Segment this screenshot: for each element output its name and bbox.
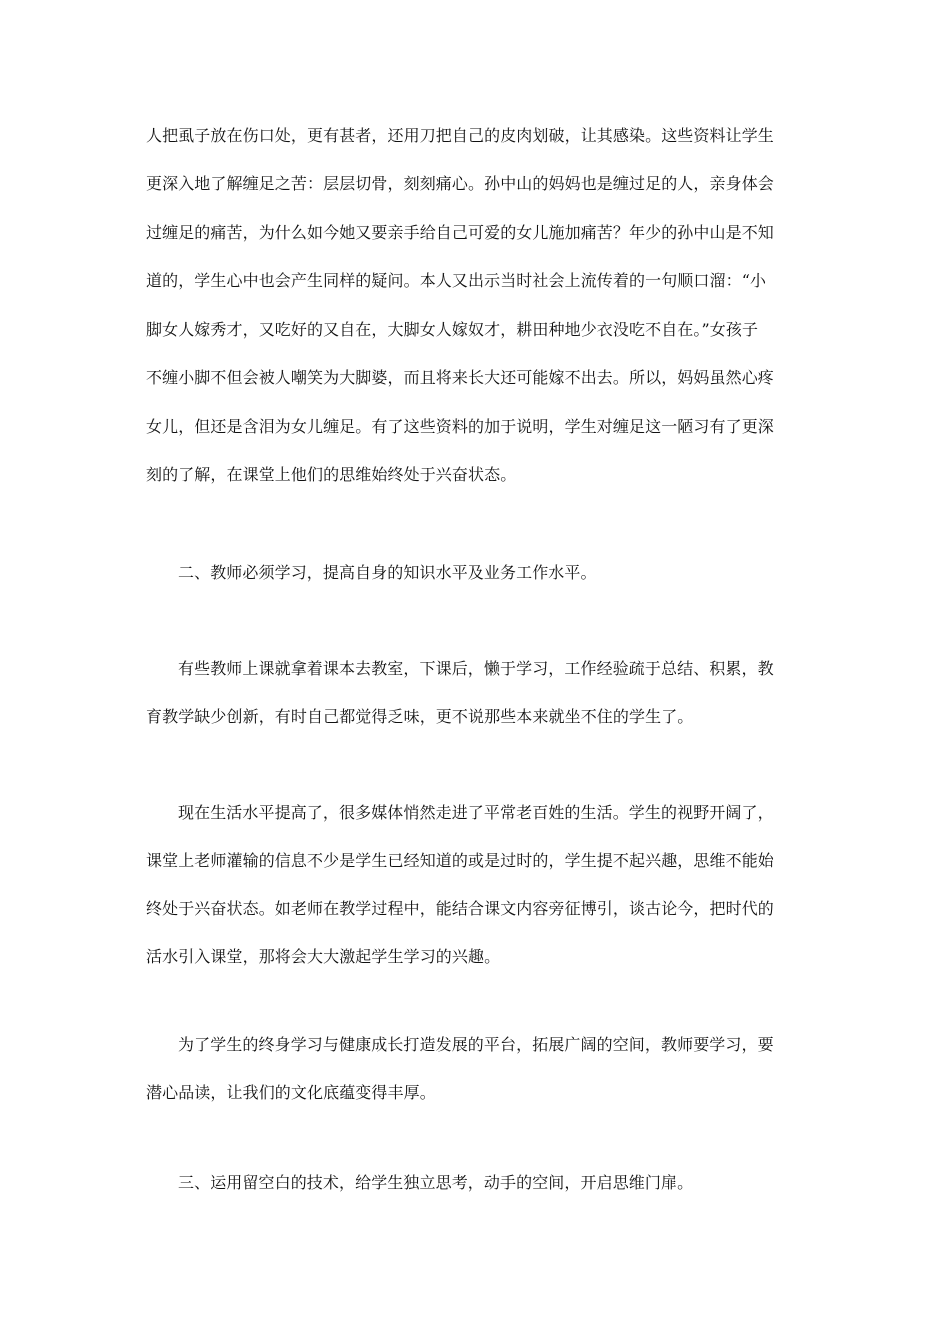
paragraph-1-line-3: 过缠足的痛苦，为什么如今她又要亲手给自己可爱的女儿施加痛苦？年少的孙中山是不知 <box>146 223 774 242</box>
paragraph-1-line-7: 女儿，但还是含泪为女儿缠足。有了这些资料的加于说明，学生对缠足这一陋习有了更深 <box>146 417 774 436</box>
section-heading-2: 二、教师必须学习，提高自身的知识水平及业务工作水平。 <box>178 563 597 582</box>
paragraph-3-line-4: 活水引入课堂，那将会大大激起学生学习的兴趣。 <box>146 947 501 966</box>
paragraph-1-line-6: 不缠小脚不但会被人嘲笑为大脚婆，而且将来长大还可能嫁不出去。所以，妈妈虽然心疼 <box>146 368 774 387</box>
paragraph-2-line-2: 育教学缺少创新，有时自己都觉得乏味，更不说那些本来就坐不住的学生了。 <box>146 707 694 726</box>
paragraph-2-line-1: 有些教师上课就拿着课本去教室，下课后，懒于学习，工作经验疏于总结、积累，教 <box>178 659 774 678</box>
paragraph-1-line-4: 道的，学生心中也会产生同样的疑问。本人又出示当时社会上流传着的一句顺口溜：“小 <box>146 271 767 290</box>
paragraph-3-line-1: 现在生活水平提高了，很多媒体悄然走进了平常老百姓的生活。学生的视野开阔了， <box>178 803 774 822</box>
section-heading-3: 三、运用留空白的技术，给学生独立思考，动手的空间，开启思维门扉。 <box>178 1173 694 1192</box>
paragraph-3-line-2: 课堂上老师灌输的信息不少是学生已经知道的或是过时的，学生提不起兴趣，思维不能始 <box>146 851 774 870</box>
paragraph-3-line-3: 终处于兴奋状态。如老师在教学过程中，能结合课文内容旁征博引，谈古论今，把时代的 <box>146 899 774 918</box>
paragraph-1-line-2: 更深入地了解缠足之苦：层层切骨，刻刻痛心。孙中山的妈妈也是缠过足的人，亲身体会 <box>146 174 774 193</box>
paragraph-4-line-1: 为了学生的终身学习与健康成长打造发展的平台，拓展广阔的空间，教师要学习，要 <box>178 1035 774 1054</box>
paragraph-4-line-2: 潜心品读，让我们的文化底蕴变得丰厚。 <box>146 1083 436 1102</box>
paragraph-1-line-5: 脚女人嫁秀才，又吃好的又自在，大脚女人嫁奴才，耕田种地少衣没吃不自在。”女孩子 <box>146 320 759 339</box>
paragraph-1-line-8: 刻的了解，在课堂上他们的思维始终处于兴奋状态。 <box>146 465 517 484</box>
paragraph-1-line-1: 人把虱子放在伤口处，更有甚者，还用刀把自己的皮肉划破，让其感染。这些资料让学生 <box>146 126 774 145</box>
